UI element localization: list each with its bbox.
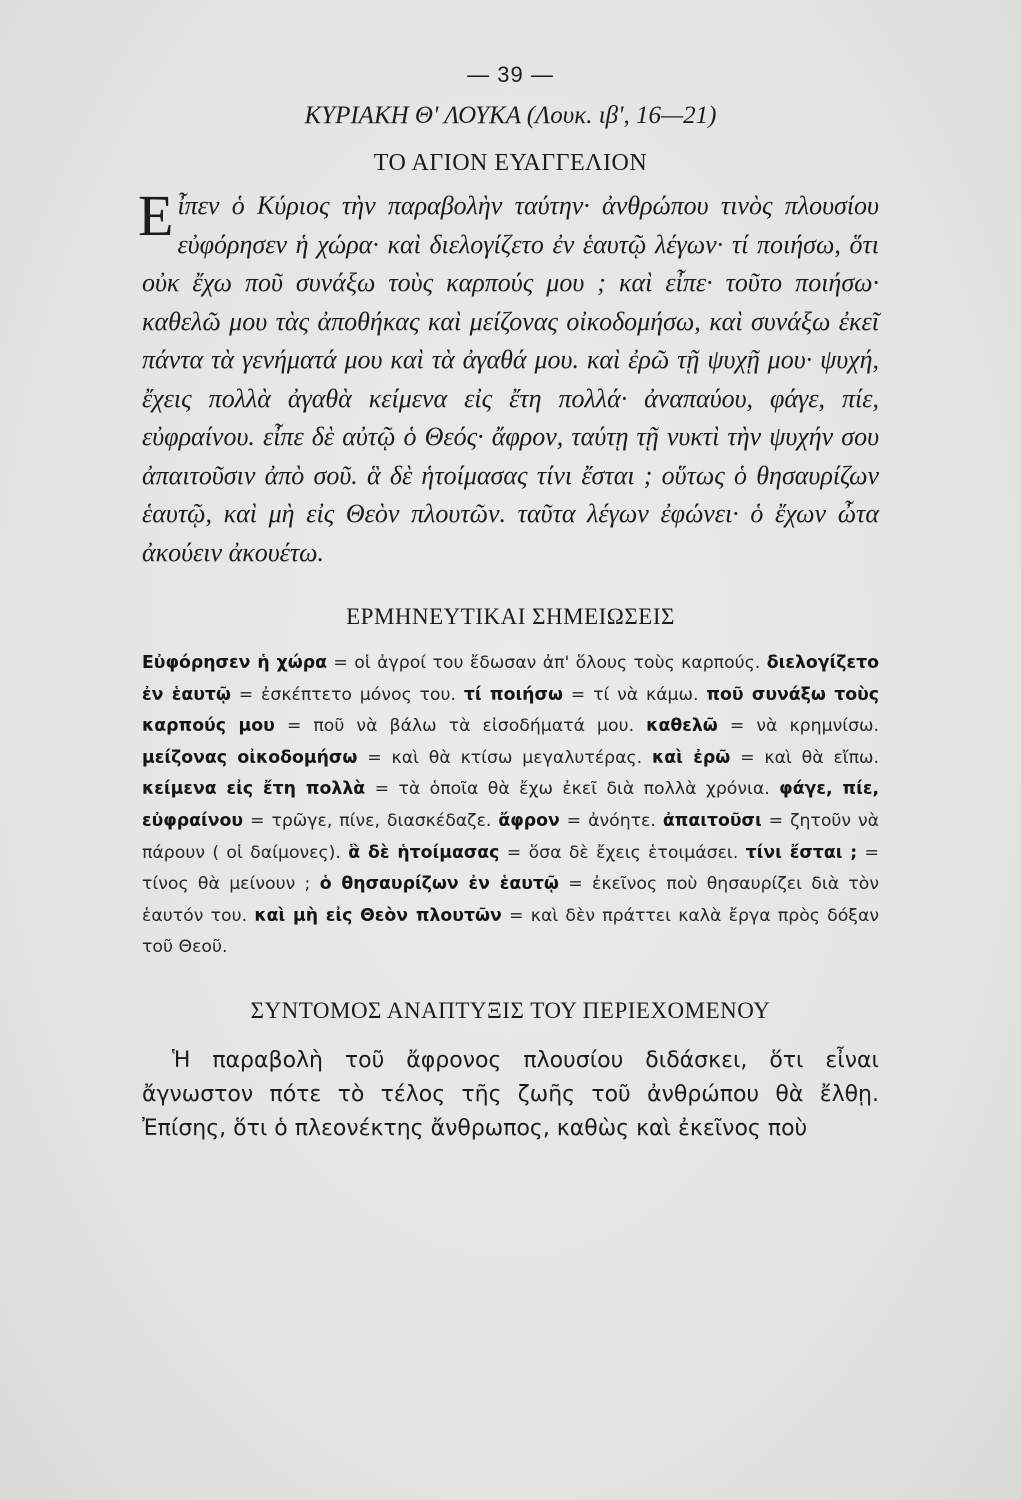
- note-term: διελογίζετο ἐν ἑαυτῷ: [142, 653, 879, 705]
- note-term: ἃ δὲ ἡτοίμασας: [348, 842, 500, 863]
- note-gloss: τί νὰ κάμω.: [593, 684, 699, 705]
- note-gloss: καὶ δὲν πράττει καλὰ ἔργα πρὸς δόξαν τοῦ Θεοῦ.: [142, 905, 879, 958]
- note-term: κείμενα εἰς ἔτη πολλὰ: [142, 779, 366, 800]
- note-gloss: καὶ θὰ κτίσω μεγαλυτέρας.: [391, 747, 643, 768]
- note-entry: [464, 685, 699, 705]
- note-term: μείζονας οἰκοδομήσω: [142, 747, 358, 768]
- note-separator: =: [326, 653, 355, 673]
- note-separator: =: [559, 810, 589, 831]
- summary-heading: ΣΥΝΤΟΜΟΣ ΑΝΑΠΤΥΞΙΣ ΤΟΥ ΠΕΡΙΕΧΟΜΕΝΟΥ: [250, 997, 771, 1023]
- note-separator: =: [230, 684, 262, 705]
- note-separator: =: [562, 684, 594, 705]
- summary-text: Ἡ παραβολὴ τοῦ ἄφρονος πλουσίου διδάσκει, ὅτι εἶναι ἄγνωστον πότε τὸ τέλος τῆς ζωῆς τοῦ ἀνθρώπου θὰ ἔλθῃ. Ἐπίσης, ὅτι ὁ πλεονέκτης ἄνθρωπος, καθὼς καὶ ἐκεῖνος ποὺ: [142, 1047, 879, 1141]
- note-gloss: οἱ ἀγροί του ἔδωσαν ἀπ' ὅλους τοὺς καρπούς.: [354, 653, 761, 673]
- note-term: ἄφρον: [498, 810, 560, 831]
- note-term: καθελῶ: [646, 716, 718, 737]
- note-term: ἀπαιτοῦσι: [662, 810, 762, 831]
- note-entry: [142, 748, 642, 768]
- note-separator: =: [357, 747, 392, 768]
- note-term: ὁ θησαυρίζων ἐν ἑαυτῷ: [319, 874, 559, 895]
- note-gloss: ποῦ νὰ βάλω τὰ εἰσοδήματά μου.: [313, 716, 635, 737]
- note-gloss: νὰ κρημνίσω.: [756, 716, 879, 737]
- gospel-heading: ΤΟ ΑΓΙΟΝ ΕΥΑΓΓΕΛΙΟΝ: [373, 150, 648, 176]
- note-separator: =: [717, 716, 757, 737]
- note-term: τίνι ἔσται ;: [745, 842, 858, 863]
- note-entry: [652, 748, 879, 768]
- notes-paragraph: [142, 648, 879, 964]
- note-gloss: ὅσα δὲ ἔχεις ἑτοιμάσει.: [528, 842, 739, 863]
- note-separator: =: [499, 842, 529, 863]
- note-separator: =: [243, 810, 272, 831]
- note-separator: =: [730, 747, 765, 768]
- note-separator: =: [761, 810, 791, 831]
- gospel-text: [138, 183, 879, 572]
- note-term: καὶ μὴ εἰς Θεὸν πλουτῶν: [254, 905, 502, 926]
- note-entry: [142, 906, 879, 958]
- note-separator: =: [857, 842, 880, 863]
- note-entry: [142, 779, 770, 799]
- note-gloss: τρῶγε, πίνε, διασκέδαζε.: [271, 810, 492, 831]
- note-entry: [348, 843, 738, 863]
- note-entry: [646, 716, 879, 736]
- note-gloss: ἀνόητε.: [588, 810, 656, 831]
- note-gloss: ἐσκέπτετο μόνος του.: [261, 684, 456, 705]
- note-term: τί ποιήσω: [463, 684, 563, 705]
- page-number: — 39 —: [467, 62, 554, 87]
- drop-cap: Ε: [138, 183, 174, 248]
- note-gloss: τίνος θὰ μείνουν ;: [142, 874, 311, 895]
- note-entry: [498, 811, 656, 831]
- note-separator: =: [365, 779, 399, 800]
- note-term: ποῦ συνάξω τοὺς καρπούς μου: [142, 684, 880, 737]
- gospel-body: ἶπεν ὁ Κύριος τὴν παραβολὴν ταύτην· ἀνθρώπου τινὸς πλουσίου εὐφόρησεν ἡ χώρα· καὶ διελογίζετο ἐν ἑαυτῷ λέγων· τί ποιήσω, ὅτι οὐκ ἔχω ποῦ συνάξω τοὺς καρπούς μου ; καὶ εἶπε· τοῦτο ποιήσω· καθελῶ μου τὰς ἀποθήκας καὶ μείζονας οἰκοδομήσω, καὶ συνάξω ἐκεῖ πάντα τὰ γενήματά μου καὶ τὰ ἀγαθά μου. καὶ ἐρῶ τῇ ψυχῇ μου· ψυχή, ἔχεις πολλὰ ἀγαθὰ κείμενα εἰς ἔτη πολλά· ἀναπαύου, φάγε, πίε, εὐφραίνου. εἶπε δὲ αὐτῷ ὁ Θεός· ἄφρον, ταύτῃ τῇ νυκτὶ τὴν ψυχήν σου ἀπαιτοῦσιν ἀπὸ σοῦ. ἃ δὲ ἡτοίμασας τίνι ἔσται ; οὕτως ὁ θησαυρίζων ἑαυτῷ, καὶ μὴ εἰς Θεὸν πλουτῶν. ταῦτα λέγων ἐφώνει· ὁ ἔχων ὦτα ἀκούειν ἀκουέτω.: [142, 191, 879, 567]
- notes-heading: ΕΡΜΗΝΕΥΤΙΚΑΙ ΣΗΜΕΙΩΣΕΙΣ: [346, 604, 675, 629]
- note-gloss: τὰ ὁποῖα θὰ ἔχω ἐκεῖ διὰ πολλὰ χρόνια.: [398, 779, 770, 800]
- note-separator: =: [501, 905, 531, 926]
- note-separator: =: [274, 716, 314, 737]
- note-gloss: καὶ θὰ εἴπω.: [764, 747, 880, 768]
- note-term: καὶ ἐρῶ: [652, 747, 731, 768]
- note-gloss: ἐκεῖνος ποὺ θησαυρίζει διὰ τὸν ἑαυτόν του.: [142, 874, 880, 926]
- note-term: Εὐφόρησεν ἡ χώρα: [142, 653, 327, 673]
- note-term: φάγε, πίε, εὐφραίνου: [142, 779, 880, 831]
- note-separator: =: [558, 874, 593, 895]
- note-gloss: ζητοῦν νὰ πάρουν ( οἱ δαίμονες).: [142, 810, 880, 863]
- reading-title: ΚΥΡΙΑΚΗ Θ' ΛΟΥΚΑ (Λουκ. ιβ', 16—21): [304, 102, 717, 129]
- note-entry: [142, 653, 760, 673]
